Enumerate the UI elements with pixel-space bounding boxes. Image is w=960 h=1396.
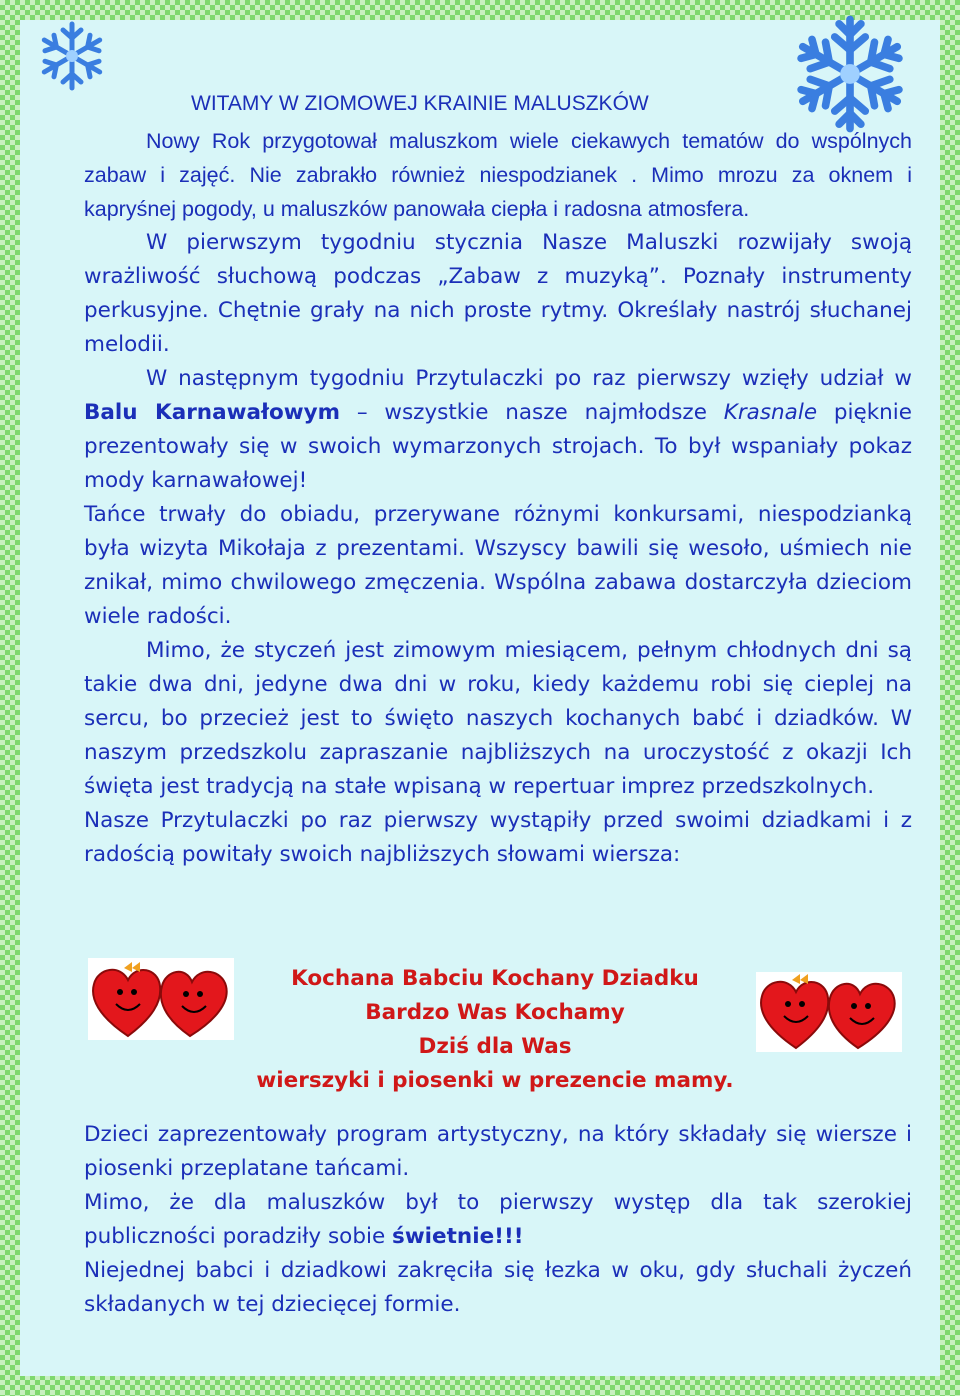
article-body (84, 124, 912, 872)
page-title: WITAMY W ZIOMOWEJ KRAINIE MALUSZKÓW (191, 92, 649, 115)
paragraph-5: Mimo, że styczeń jest zimowym miesiącem, pełnym chłodnych dni są takie dwa dni, jedyne dwa dni w roku, kiedy każdemu robi się cieplej na sercu, bo przecież jest to święto naszych kochanych babć i dziadków. W naszym przedszkolu zapraszanie najbliższych na uroczystość z okazji Ich święta jest tradycją na stałe wpisaną w repertuar imprez przedszkolnych. (84, 638, 912, 799)
paragraph-3-text-3: pięknie prezentowały się w swoich wymarzonych strojach. To był wspaniały pokaz mody karnawałowej! (84, 400, 912, 493)
paragraph-1: Nowy Rok przygotował maluszkom wiele ciekawych tematów do wspólnych zabaw i zajęć. Nie zabrakło również niespodzianek . Mimo mrozu za oknem i kapryśnej pogody, u maluszków panowała ciepła i radosna atmosfera. (84, 129, 912, 221)
closing-text (84, 1118, 912, 1322)
hearts-icon (756, 972, 902, 1052)
paragraph-7: Dzieci zaprezentowały program artystyczny, na który składały się wiersze i piosenki przeplatane tańcami. (84, 1122, 912, 1181)
group-name: Krasnale (723, 400, 818, 425)
paragraph-8-text: Mimo, że dla maluszków był to pierwszy występ dla tak szerokiej publiczności poradziły sobie (84, 1190, 912, 1249)
paragraph-8 (84, 1186, 912, 1254)
hearts-icon (88, 958, 234, 1040)
paragraph-9: Niejednej babci i dziadkowi zakręciła się łezka w oku, gdy słuchali życzeń składanych w tej dziecięcej formie. (84, 1258, 912, 1317)
paragraph-2: W pierwszym tygodniu stycznia Nasze Maluszki rozwijały swoją wrażliwość słuchową podczas „Zabaw z muzyką”. Poznały instrumenty perkusyjne. Chętnie grały na nich proste rytmy. Określały nastrój słuchanej melodii. (84, 230, 912, 357)
snowflake-icon (34, 18, 110, 94)
poem-line: Dziś dla Was (418, 1034, 572, 1059)
poem-line: Kochana Babciu Kochany Dziadku (291, 966, 699, 991)
paragraph-3-text-2: – wszystkie nasze najmłodsze (340, 400, 724, 425)
paragraph-6: Nasze Przytulaczki po raz pierwszy wystąpiły przed swoimi dziadkami i z radością powitały swoich najbliższych słowami wiersza: (84, 808, 912, 867)
poem (236, 962, 754, 1098)
poem-line: wierszyki i piosenki w prezencie mamy. (256, 1068, 734, 1093)
snowflake-icon (784, 14, 916, 134)
emphasis: świetnie!!! (392, 1224, 524, 1249)
poem-line: Bardzo Was Kochamy (365, 1000, 625, 1025)
paragraph-3-text: W następnym tygodniu Przytulaczki po raz pierwszy wzięły udział w (146, 366, 912, 391)
ball-name: Balu Karnawałowym (84, 400, 341, 425)
paragraph-3 (84, 362, 912, 498)
paragraph-4: Tańce trwały do obiadu, przerywane różnymi konkursami, niespodzianką była wizyta Mikołaja z prezentami. Wszyscy bawili się wesoło, uśmiech nie znikał, mimo chwilowego zmęczenia. Wspólna zabawa dostarczyła dzieciom wiele radości. (84, 502, 912, 629)
